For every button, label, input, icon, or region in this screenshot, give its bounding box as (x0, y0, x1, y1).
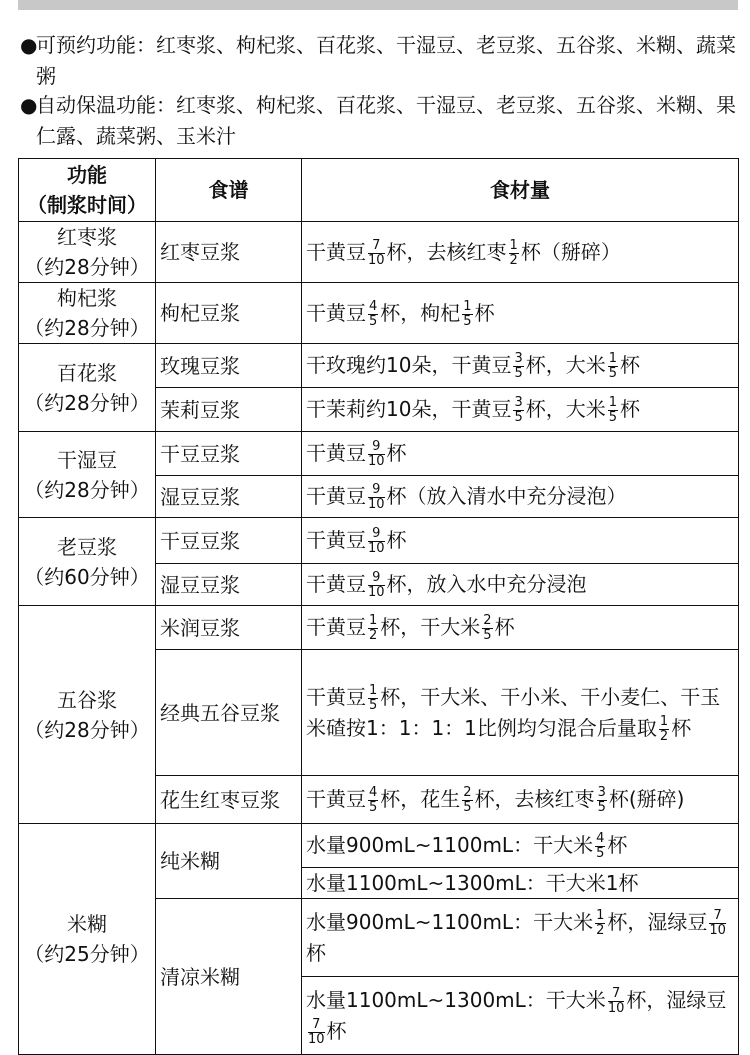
ingredient-cell (302, 476, 739, 518)
fraction-denominator: 5 (369, 800, 378, 815)
table-header-row (19, 159, 739, 222)
ingredient-text: 干黄豆 (306, 239, 366, 264)
fraction (482, 614, 492, 643)
fraction-denominator: 5 (597, 800, 606, 815)
function-name: 老豆浆 (57, 534, 117, 559)
fraction (595, 832, 605, 861)
ingredient-cell (302, 650, 739, 776)
ingredient-text: 水量1100mL~1300mL：干大米 (306, 987, 606, 1012)
ingredient-text: 干黄豆 (306, 615, 366, 639)
function-time: （约28分钟） (24, 255, 150, 279)
header-function-line1: 功能 (67, 163, 107, 187)
fraction (368, 300, 378, 329)
ingredient-text: 杯 (474, 300, 495, 325)
fraction (368, 614, 378, 643)
fraction-numerator: 1 (596, 908, 605, 923)
ingredient-text: 杯，花生 (380, 787, 461, 811)
fraction-denominator: 5 (608, 366, 618, 381)
function-name: 枸杞浆 (57, 286, 117, 310)
fraction-denominator: 10 (607, 1000, 625, 1016)
fraction (368, 684, 378, 713)
ingredient-text: 杯，湿绿豆 (626, 987, 727, 1012)
fraction (608, 987, 625, 1016)
function-cell (19, 283, 156, 344)
reservation-note (20, 30, 750, 92)
bullet-dot: ● (20, 33, 38, 57)
ingredient-text: 杯 (671, 715, 692, 740)
ingredient-text: 杯(掰碎) (608, 787, 685, 811)
ingredient-cell (302, 606, 739, 650)
fraction (509, 239, 519, 268)
fraction-denominator: 5 (514, 366, 523, 381)
fraction-numerator: 9 (368, 440, 385, 455)
fraction-denominator: 5 (369, 313, 378, 329)
fraction-denominator: 2 (369, 628, 378, 643)
ingredient-cell (302, 283, 739, 344)
ingredient-text: 干玫瑰约10朵，干黄豆 (306, 353, 512, 377)
fraction-numerator: 1 (509, 237, 518, 253)
fraction (608, 352, 618, 381)
function-cell (19, 518, 156, 606)
fraction-numerator: 1 (659, 713, 669, 729)
ingredient-text: 杯，大米 (525, 353, 606, 377)
fraction-denominator: 10 (368, 497, 385, 512)
fraction-numerator: 7 (608, 987, 625, 1002)
fraction-denominator: 10 (709, 923, 726, 938)
ingredient-text: 杯，枸杞 (380, 300, 461, 325)
fraction (595, 909, 605, 938)
fraction (368, 786, 378, 815)
ingredient-cell (302, 776, 739, 824)
ingredient-text: 杯 (386, 441, 407, 465)
ingredient-cell (302, 432, 739, 476)
function-name: 红枣浆 (57, 225, 117, 249)
reservation-text: 可预约功能：红枣浆、枸杞浆、百花浆、干湿豆、老豆浆、五谷浆、米糊、蔬菜粥 (36, 33, 736, 88)
ingredient-text: 杯 (306, 941, 326, 965)
fraction-numerator: 3 (514, 395, 523, 410)
fraction-denominator: 5 (483, 628, 492, 643)
ingredient-text: 杯 (607, 833, 628, 857)
recipe-cell: 红枣豆浆 (156, 222, 302, 283)
recipe-cell: 纯米糊 (156, 824, 302, 899)
ingredient-text: 干黄豆 (306, 300, 366, 325)
table-body (19, 222, 739, 1055)
ingredient-text: 杯 (620, 353, 641, 377)
fraction (659, 715, 669, 744)
recipe-cell: 玫瑰豆浆 (156, 344, 302, 388)
function-time: （约60分钟） (24, 564, 150, 589)
fraction-numerator: 2 (483, 613, 492, 628)
ingredient-cell (302, 824, 739, 868)
fraction-numerator: 9 (368, 527, 385, 542)
ingredient-cell (302, 222, 739, 283)
ingredient-text: 干茉莉约10朵，干黄豆 (306, 397, 512, 421)
fraction-denominator: 2 (509, 252, 518, 268)
function-cell (19, 344, 156, 432)
fraction (368, 440, 385, 469)
fraction (462, 786, 472, 815)
fraction-numerator: 3 (597, 785, 606, 800)
function-time: （约28分钟） (24, 316, 150, 340)
function-name: 干湿豆 (57, 447, 117, 472)
ingredient-cell (302, 518, 739, 564)
ingredient-cell (302, 868, 739, 899)
ingredient-text: 杯，干大米 (380, 615, 481, 639)
ingredient-text: 干黄豆 (306, 684, 366, 709)
fraction-numerator: 1 (608, 395, 618, 410)
fraction-denominator: 5 (463, 800, 472, 815)
function-time: （约25分钟） (24, 942, 150, 966)
function-name: 百花浆 (57, 360, 117, 385)
fraction-denominator: 10 (368, 454, 385, 469)
ingredient-text: 杯 (386, 528, 407, 552)
recipe-cell: 花生红枣豆浆 (156, 776, 302, 824)
keep-warm-text: 自动保温功能：红枣浆、枸杞浆、百花浆、干湿豆、老豆浆、五谷浆、米糊、果仁露、蔬菜粥、玉米汁 (36, 93, 736, 148)
fraction (462, 300, 472, 329)
ingredient-text: 杯 (494, 615, 515, 639)
fraction-numerator: 1 (608, 351, 618, 366)
fraction-numerator: 1 (463, 298, 472, 314)
fraction-numerator: 9 (368, 483, 385, 498)
ingredient-text: 干黄豆 (306, 484, 366, 508)
fraction-numerator: 4 (596, 831, 605, 846)
fraction (513, 352, 523, 381)
recipe-cell: 枸杞豆浆 (156, 283, 302, 344)
fraction (608, 396, 618, 425)
fraction (368, 239, 385, 268)
recipe-cell: 干豆豆浆 (156, 432, 302, 476)
bullet-dot: ● (20, 93, 38, 117)
ingredient-text: 干黄豆 (306, 528, 366, 552)
fraction-numerator: 3 (514, 351, 523, 366)
ingredient-text: 杯（掰碎） (520, 239, 621, 264)
recipe-table (18, 158, 739, 1055)
ingredient-text: 杯，大米 (525, 397, 606, 421)
fraction (308, 1018, 325, 1047)
table-row (19, 283, 739, 344)
fraction-numerator: 4 (369, 298, 378, 314)
ingredient-text: 杯，湿绿豆 (607, 910, 708, 934)
table-row (19, 344, 739, 388)
fraction-numerator: 2 (463, 785, 472, 800)
table-row (19, 518, 739, 564)
fraction-numerator: 7 (709, 909, 726, 924)
ingredient-cell (302, 344, 739, 388)
function-name: 米糊 (67, 912, 107, 936)
ingredient-text: 干黄豆 (306, 787, 366, 811)
ingredient-text: 杯，干大米、干小米、干小麦仁、干玉米碴按1：1：1：1比例均匀混合后量取 (306, 684, 721, 740)
fraction (368, 571, 385, 600)
fraction-denominator: 2 (596, 923, 605, 938)
function-cell (19, 222, 156, 283)
function-name: 五谷浆 (57, 687, 117, 712)
ingredient-text: 杯 (620, 397, 641, 421)
fraction-denominator: 5 (608, 410, 618, 425)
recipe-cell: 清凉米糊 (156, 899, 302, 1055)
ingredient-cell (302, 388, 739, 432)
recipe-cell: 湿豆豆浆 (156, 476, 302, 518)
keep-warm-note (20, 90, 750, 152)
fraction (513, 396, 523, 425)
fraction (709, 909, 726, 938)
function-cell (19, 824, 156, 1055)
header-ingredients: 食材量 (302, 159, 739, 222)
fraction-numerator: 7 (368, 239, 385, 254)
fraction (368, 483, 385, 512)
fraction-denominator: 5 (463, 313, 472, 329)
recipe-cell: 茉莉豆浆 (156, 388, 302, 432)
function-time: （约28分钟） (24, 390, 150, 415)
fraction-denominator: 5 (369, 697, 378, 713)
ingredient-cell (302, 899, 739, 977)
header-recipe: 食谱 (156, 159, 302, 222)
recipe-cell: 经典五谷豆浆 (156, 650, 302, 776)
function-time: （约28分钟） (24, 477, 150, 502)
ingredient-cell (302, 977, 739, 1055)
fraction-denominator: 5 (596, 846, 605, 861)
fraction-numerator: 1 (369, 682, 378, 698)
table-row (19, 432, 739, 476)
fraction (597, 786, 607, 815)
fraction-numerator: 1 (369, 613, 378, 628)
fraction-denominator: 10 (368, 252, 385, 268)
ingredient-text: 杯，放入水中充分浸泡 (386, 572, 587, 596)
ingredient-text: 水量900mL~1100mL：干大米 (306, 833, 594, 857)
table-row (19, 606, 739, 650)
fraction-denominator: 10 (368, 541, 385, 556)
section-header-bar (18, 0, 738, 10)
ingredient-text: 干黄豆 (306, 572, 366, 596)
header-function (19, 159, 156, 222)
fraction-numerator: 7 (308, 1018, 325, 1033)
ingredient-text: 水量900mL~1100mL：干大米 (306, 910, 594, 934)
ingredient-text: 干黄豆 (306, 441, 366, 465)
table-row (19, 824, 739, 868)
fraction (368, 527, 385, 556)
ingredient-text: 杯（放入清水中充分浸泡） (386, 484, 627, 508)
function-cell (19, 606, 156, 824)
ingredient-text: 水量1100mL~1300mL：干大米1杯 (306, 871, 639, 895)
ingredient-text: 杯，去核红枣 (386, 239, 507, 264)
recipe-cell: 米润豆浆 (156, 606, 302, 650)
fraction-numerator: 4 (369, 785, 378, 800)
fraction-denominator: 5 (514, 410, 523, 425)
ingredient-text: 杯，去核红枣 (474, 787, 595, 811)
ingredient-text: 杯 (326, 1018, 347, 1043)
recipe-cell: 湿豆豆浆 (156, 564, 302, 606)
function-time: （约28分钟） (24, 717, 150, 742)
fraction-denominator: 10 (368, 585, 385, 600)
table-row (19, 222, 739, 283)
fraction-numerator: 9 (368, 571, 385, 586)
recipe-cell: 干豆豆浆 (156, 518, 302, 564)
function-cell (19, 432, 156, 518)
header-function-line2: （制浆时间） (27, 193, 147, 217)
ingredient-cell (302, 564, 739, 606)
fraction-denominator: 2 (659, 728, 669, 744)
fraction-denominator: 10 (308, 1031, 325, 1047)
